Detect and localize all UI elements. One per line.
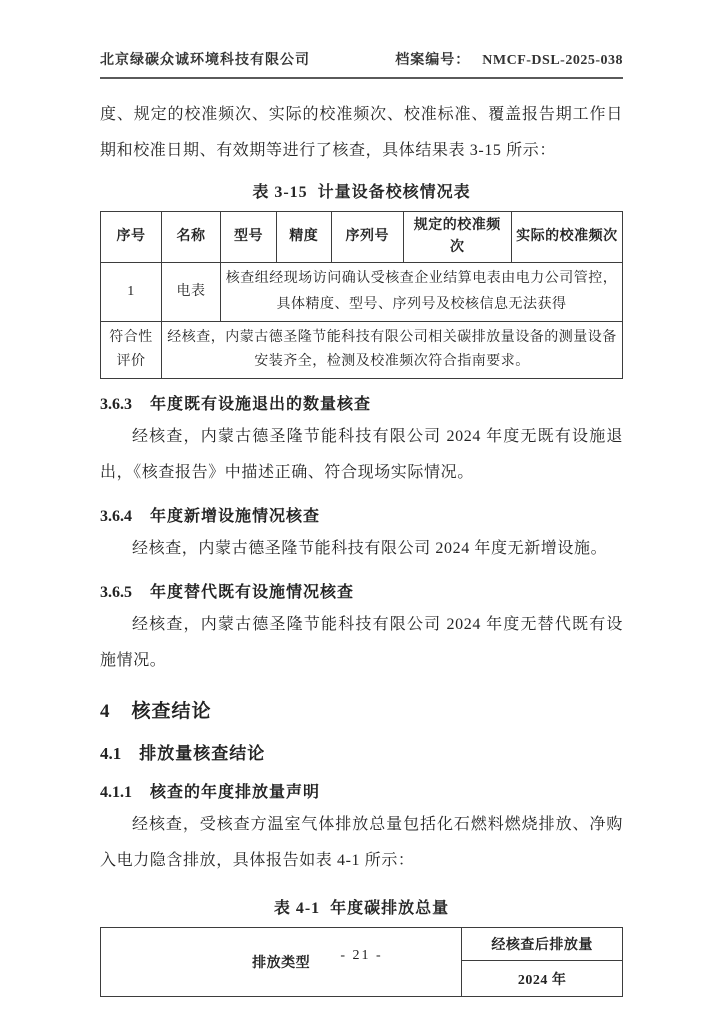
col-header-name: 名称 [162, 212, 221, 263]
company-name: 北京绿碳众诚环境科技有限公司 [100, 53, 310, 68]
heading-3-6-3-number: 3.6.3 [100, 396, 132, 413]
table-315-caption-title: 计量设备校核情况表 [317, 184, 471, 201]
heading-3-6-4-title: 年度新增设施情况核查 [150, 508, 321, 525]
cell-conformity-note: 经核查，内蒙古德圣隆节能科技有限公司相关碳排放量设备的测量设备安装齐全，检测及校准频次符合指南要求。 [162, 322, 623, 379]
col-header-actual-freq: 实际的校准频次 [511, 212, 622, 263]
col-header-required-freq: 规定的校准频次 [403, 212, 511, 263]
cell-verified-emission-header: 经核查后排放量 [462, 928, 623, 961]
page-header [100, 0, 623, 79]
table-41-caption-title: 年度碳排放总量 [330, 900, 450, 917]
cell-emission-type: 排放类型 [101, 928, 462, 997]
paragraph-3-6-5: 经核查，内蒙古德圣隆节能科技有限公司 2024 年度无替代既有设施情况。 [100, 616, 623, 669]
heading-3-6-4-number: 3.6.4 [100, 508, 132, 525]
table-row-conformity [101, 322, 623, 379]
archive-number: NMCF-DSL-2025-038 [482, 53, 623, 68]
heading-4-1 [100, 739, 623, 764]
table-315-caption-number: 表 3-15 [252, 184, 308, 201]
heading-3-6-5 [100, 579, 623, 602]
cell-conformity-label: 符合性评价 [101, 322, 162, 379]
paragraph-3-6-4: 经核查，内蒙古德圣隆节能科技有限公司 2024 年度无新增设施。 [132, 540, 608, 557]
cell-year: 2024 年 [462, 961, 623, 997]
col-header-seq: 序号 [101, 212, 162, 263]
paragraph-3-6-3: 经核查，内蒙古德圣隆节能科技有限公司 2024 年度无既有设施退出，《核查报告》中描述正确、符合现场实际情况。 [100, 428, 623, 481]
col-header-model: 型号 [221, 212, 277, 263]
col-header-serial: 序列号 [331, 212, 403, 263]
cell-meter-note: 核查组经现场访问确认受核查企业结算电表由电力公司管控，具体精度、型号、序列号及校核信息无法获得 [221, 263, 623, 322]
archive-number-block [395, 49, 623, 69]
heading-4-1-title: 排放量核查结论 [139, 744, 266, 763]
heading-3-6-5-number: 3.6.5 [100, 584, 132, 601]
heading-3-6-4 [100, 503, 623, 526]
heading-4-1-1-number: 4.1.1 [100, 784, 132, 801]
cell-seq: 1 [101, 263, 162, 322]
paragraph-4-1-1: 经核查，受核查方温室气体排放总量包括化石燃料燃烧排放、净购入电力隐含排放，具体报告如表 4-1 所示： [100, 816, 623, 869]
paragraph-calibration-intro: 度、规定的校准频次、实际的校准频次、校准标准、覆盖报告期工作日期和校准日期、有效期等进行了核查，具体结果表 3-15 所示： [100, 106, 623, 159]
archive-label: 档案编号： [395, 53, 471, 68]
cell-device-name: 电表 [162, 263, 221, 322]
heading-4-1-1-title: 核查的年度排放量声明 [150, 784, 321, 801]
col-header-precision: 精度 [276, 212, 331, 263]
heading-4-1-number: 4.1 [100, 744, 122, 763]
heading-4-title: 核查结论 [131, 701, 212, 722]
heading-3-6-3 [100, 391, 623, 414]
heading-4 [100, 696, 623, 723]
table-row-header [101, 212, 623, 263]
table-row-meter [101, 263, 623, 322]
heading-3-6-3-title: 年度既有设施退出的数量核查 [150, 396, 372, 413]
table-metering-devices [100, 211, 623, 379]
heading-4-number: 4 [100, 701, 110, 722]
heading-3-6-5-title: 年度替代既有设施情况核查 [150, 584, 355, 601]
heading-4-1-1 [100, 779, 623, 802]
table-41-caption-number: 表 4-1 [273, 900, 321, 917]
table-315-caption [100, 179, 623, 202]
table-41-caption [100, 895, 623, 918]
page-number: - 21 - [340, 948, 383, 963]
